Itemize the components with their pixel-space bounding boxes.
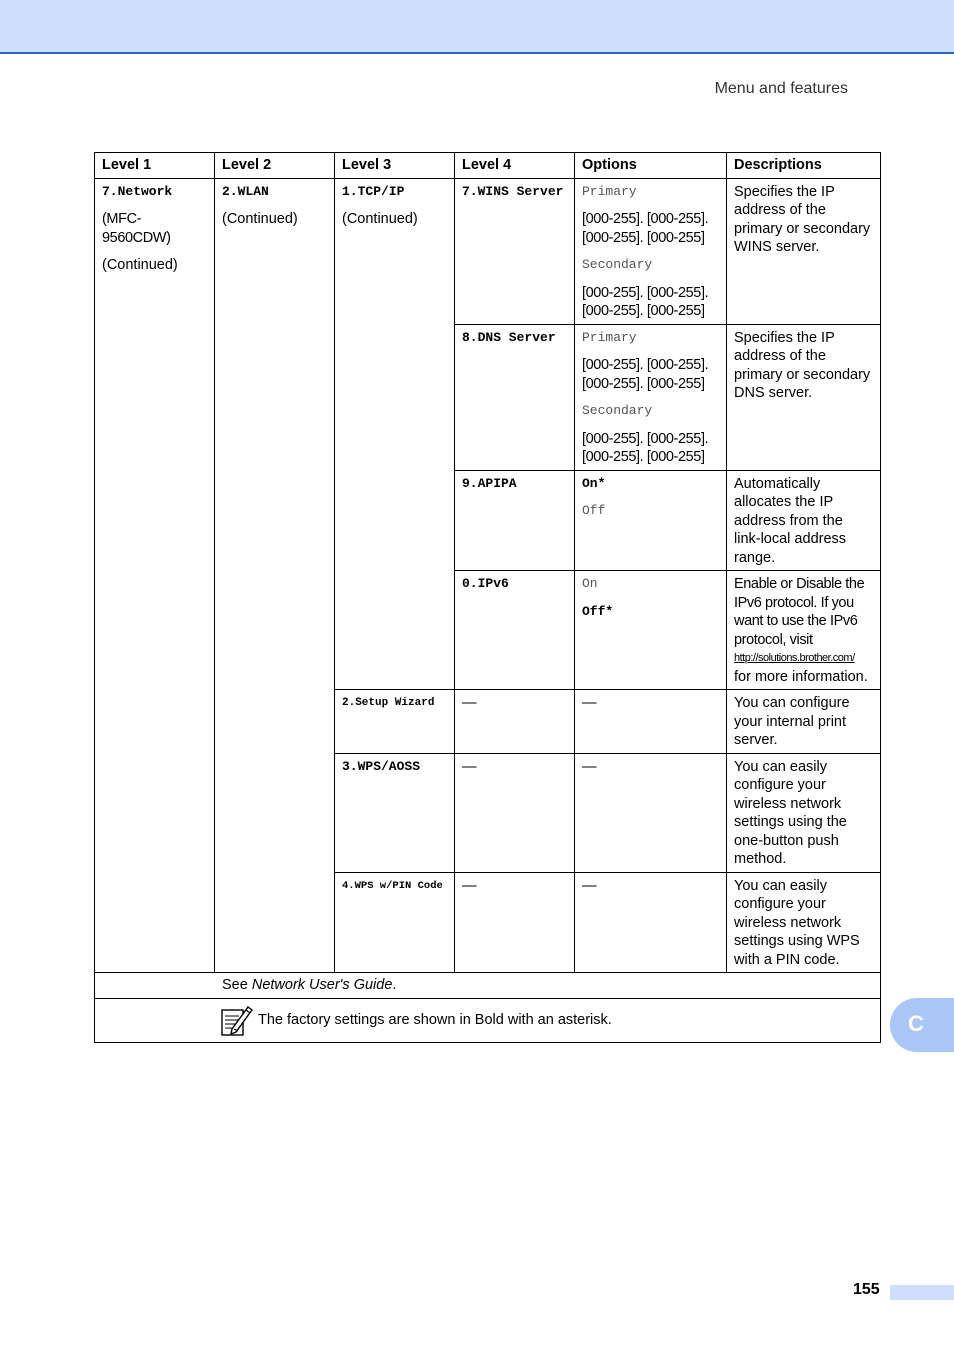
level3-code: 4.WPS w/PIN Code (342, 879, 443, 892)
option-range: [000-255]. [000-255]. (582, 211, 709, 227)
option-off: Off (582, 503, 606, 518)
table-row (95, 178, 881, 324)
solutions-link[interactable]: http://solutions.brother.com/ (734, 652, 855, 664)
level1-model: (MFC-9560CDW) (102, 211, 171, 246)
level4-cell (455, 571, 575, 690)
level2-code: 2.WLAN (222, 183, 269, 199)
description-cell: You can easily configure your wireless network settings using the one-button push method. (727, 753, 881, 872)
option-on-default: On* (582, 475, 606, 491)
see-guide-cell (95, 973, 881, 999)
option-secondary: Secondary (582, 403, 653, 418)
chapter-letter: C (908, 1011, 924, 1036)
note-text: The factory settings are shown in Bold with an asterisk. (258, 1011, 612, 1028)
level2-continued: (Continued) (222, 211, 298, 227)
see-suffix: . (392, 977, 397, 993)
note-pencil-icon (220, 1003, 254, 1037)
menu-table (94, 152, 881, 1043)
level1-continued: (Continued) (102, 257, 178, 273)
level4-code: 0.IPv6 (462, 576, 509, 591)
option-off-default: Off* (582, 603, 614, 619)
running-header: Menu and features (714, 80, 848, 97)
level3-cell (335, 753, 455, 872)
option-secondary: Secondary (582, 257, 653, 272)
option-primary: Primary (582, 183, 637, 199)
column-header: Level 4 (455, 153, 575, 179)
guide-title: Network User's Guide (251, 977, 393, 993)
top-banner (0, 0, 954, 54)
level3-cell (335, 690, 455, 754)
options-cell (575, 178, 727, 324)
options-cell (575, 571, 727, 690)
description-cell: You can easily configure your wireless network settings using WPS with a PIN code. (727, 872, 881, 973)
option-range: [000-255]. [000-255] (582, 449, 705, 465)
level2-cell (215, 178, 335, 973)
level4-cell: — (455, 753, 575, 872)
option-on: On (582, 576, 598, 591)
level3-continued: (Continued) (342, 211, 418, 227)
level1-code: 7.Network (102, 183, 173, 199)
options-cell: — (575, 690, 727, 754)
level4-code: 7.WINS Server (462, 183, 564, 199)
options-cell (575, 324, 727, 470)
description-cell: Specifies the IP address of the primary or secondary DNS server. (727, 324, 881, 470)
option-range: [000-255]. [000-255]. (582, 284, 709, 301)
column-header: Level 2 (215, 153, 335, 179)
description-text: for more information. (734, 668, 868, 685)
level3-code: 1.TCP/IP (342, 183, 405, 199)
option-range: [000-255]. [000-255]. (582, 357, 709, 373)
footer-bar (890, 1285, 954, 1300)
level3-code: 3.WPS/AOSS (342, 758, 421, 774)
see-prefix: See (222, 977, 248, 993)
options-cell: — (575, 872, 727, 973)
options-cell (575, 470, 727, 571)
table-row (95, 973, 881, 999)
option-range: [000-255]. [000-255] (582, 229, 705, 246)
level4-cell: — (455, 872, 575, 973)
description-cell (727, 571, 881, 690)
column-header: Options (575, 153, 727, 179)
level3-cell (335, 178, 455, 690)
level4-cell (455, 470, 575, 571)
option-range: [000-255]. [000-255]. (582, 430, 709, 447)
level4-cell (455, 178, 575, 324)
description-cell: Automatically allocates the IP address from the link-local address range. (727, 470, 881, 571)
option-range: [000-255]. [000-255] (582, 375, 705, 392)
chapter-tab (890, 998, 954, 1052)
level3-cell (335, 872, 455, 973)
column-header: Level 1 (95, 153, 215, 179)
level1-cell (95, 178, 215, 973)
level3-code: 2.Setup Wizard (342, 697, 435, 709)
column-header: Descriptions (727, 153, 881, 179)
column-header: Level 3 (335, 153, 455, 179)
options-cell: — (575, 753, 727, 872)
description-cell: You can configure your internal print server. (727, 690, 881, 754)
level4-cell: — (455, 690, 575, 754)
description-text: Enable or Disable the IPv6 protocol. If you want to use the IPv6 protocol, visit (734, 576, 865, 648)
page-number: 155 (853, 1281, 880, 1298)
level4-code: 8.DNS Server (462, 329, 556, 345)
description-cell: Specifies the IP address of the primary or secondary WINS server. (727, 178, 881, 324)
table-row (95, 998, 881, 1042)
table-header-row (95, 153, 881, 179)
level4-code: 9.APIPA (462, 475, 517, 491)
level4-cell (455, 324, 575, 470)
note-cell (95, 998, 881, 1042)
option-range: [000-255]. [000-255] (582, 303, 705, 319)
option-primary: Primary (582, 329, 637, 345)
